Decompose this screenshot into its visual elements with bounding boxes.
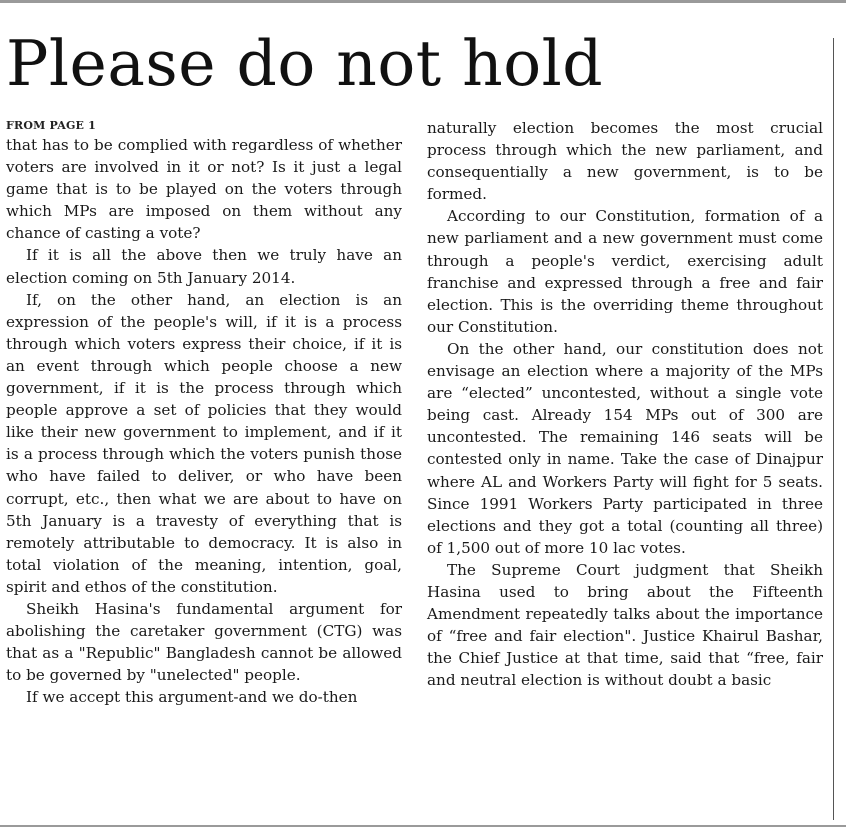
paragraph: On the other hand, our constitution does not envisage an election where a majority of the MPs are “elected” uncontested, without a single vote being cast. Already 154 MPs out of 300 are uncontested. The remaining 146 seats will be contested only in name. Take the case of Dinajpur where AL and Workers Party will fight for 5 seats. Since 1991 Workers Party participated in three elections and they got a total (counting all three) of 1,500 out of more 10 lac votes.	[427, 339, 823, 557]
bottom-rule	[0, 825, 846, 827]
right-column	[427, 117, 823, 691]
paragraph: If we accept this argument-and we do-then	[26, 688, 358, 707]
paragraph: If it is all the above then we truly have an election coming on 5th January 2014.	[6, 246, 402, 287]
column-rule	[833, 38, 834, 820]
paragraph: that has to be complied with regardless of whether voters are involved in it or not? Is it just a legal game that is to be played on the voters through which MPs are imposed on them without any chance of casting a vote?	[6, 136, 402, 243]
continuation-label: FROM PAGE 1	[6, 119, 97, 132]
top-rule	[0, 0, 846, 3]
paragraph: According to our Constitution, formation of a new parliament and a new government must come through a people's verdict, exercising adult franchise and expressed through a free and fair election. This is the overriding theme throughout our Constitution.	[427, 207, 823, 336]
paragraph: If, on the other hand, an election is an expression of the people's will, if it is a process through which voters express their choice, if it is an event through which people choose a new government, if it is the process through which people approve a set of policies that they would like their new government to implement, and if it is a process through which the voters punish those who have failed to deliver, or who have been corrupt, etc., then what we are about to have on 5th January is a travesty of everything that is remotely attributable to democracy. It is also in total violation of the meaning, intention, goal, spirit and ethos of the constitution.	[6, 290, 402, 596]
left-column	[6, 117, 402, 708]
paragraph: naturally election becomes the most crucial process through which the new parliament, and consequentially a new government, is to be formed.	[427, 119, 823, 204]
headline: Please do not hold	[6, 27, 604, 100]
paragraph: Sheikh Hasina's fundamental argument for abolishing the caretaker government (CTG) was that as a "Republic" Bangladesh cannot be allowed to be governed by "unelected" people.	[6, 599, 402, 685]
paragraph: The Supreme Court judgment that Sheikh Hasina used to bring about the Fifteenth Amendment repeatedly talks about the importance of “free and fair election". Justice Khairul Bashar, the Chief Justice at that time, said that “free, fair and neutral election is without doubt a basic	[427, 560, 823, 690]
